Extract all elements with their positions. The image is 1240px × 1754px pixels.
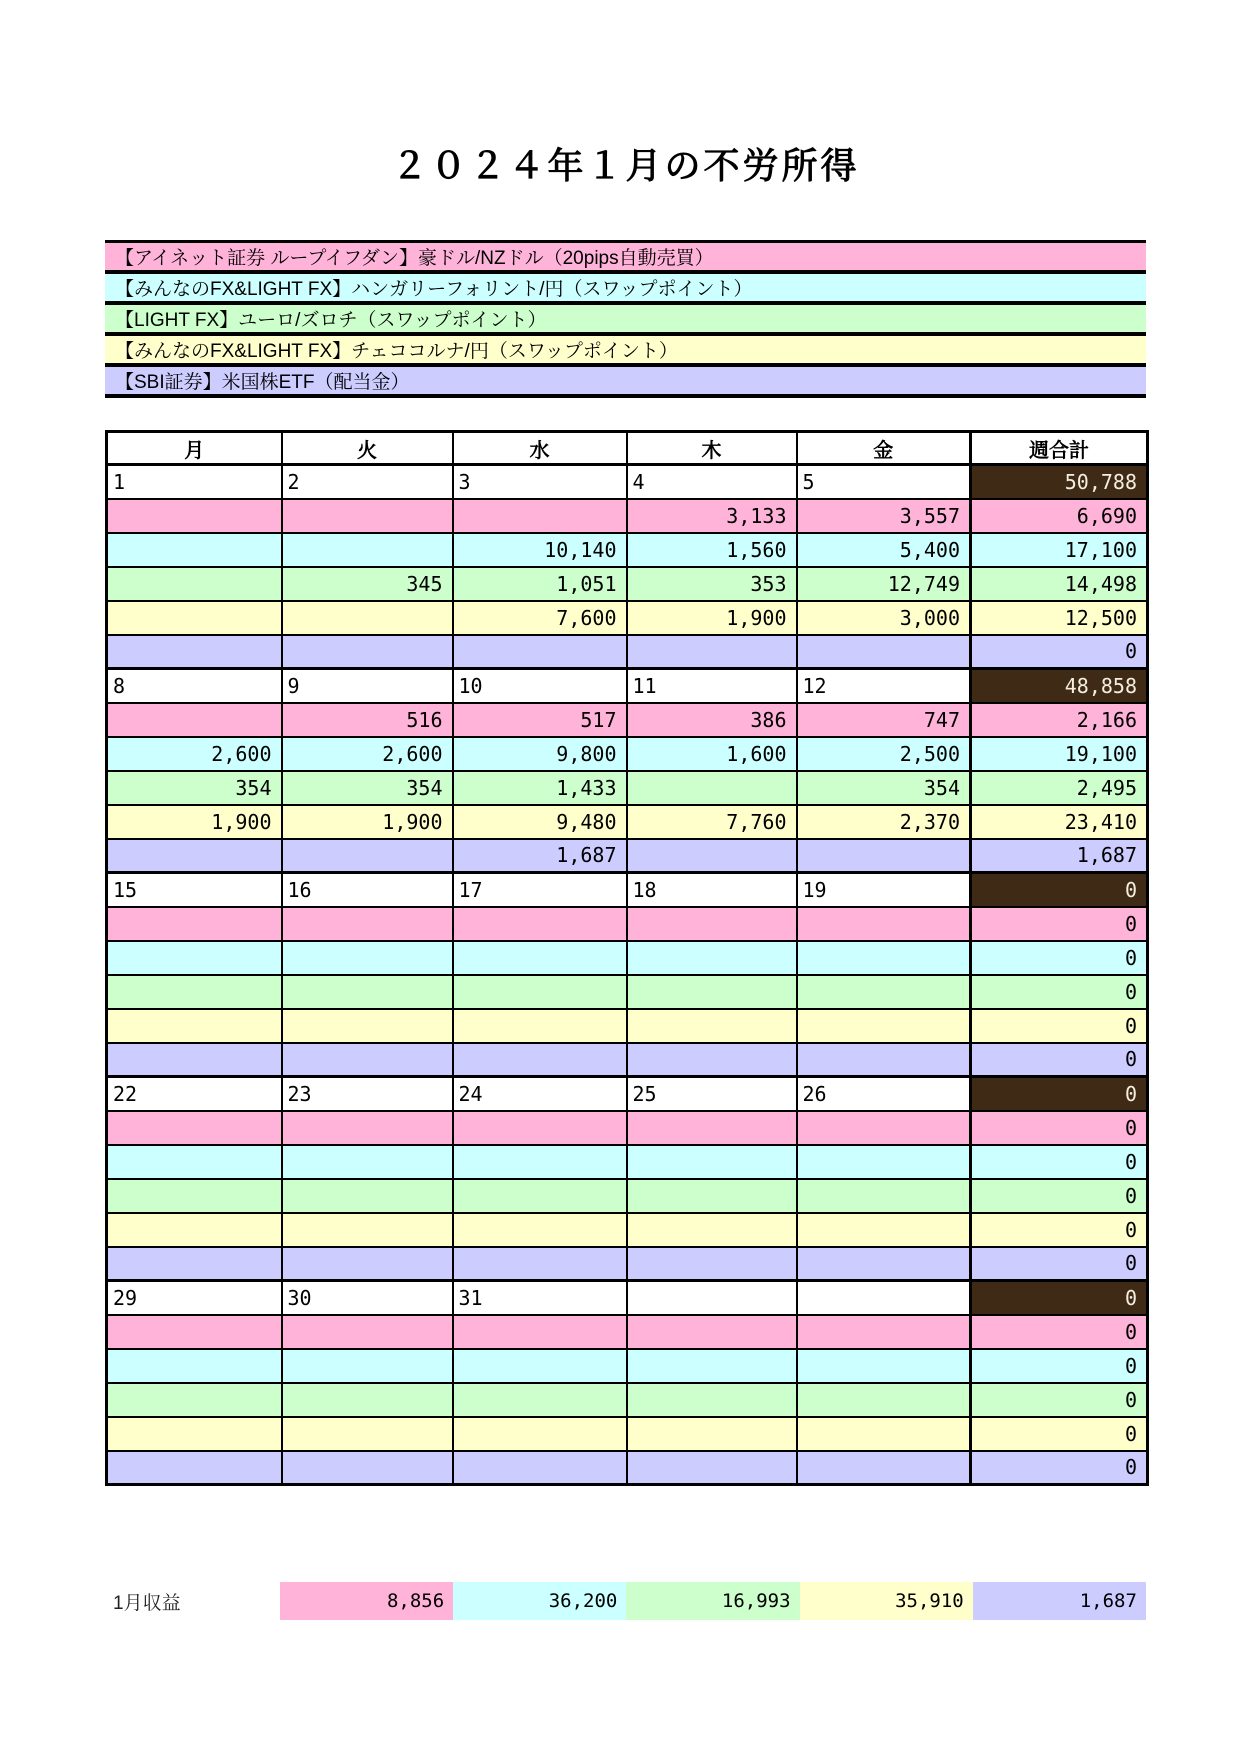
income-value-cell (282, 839, 453, 873)
category-week-total-cell: 23,410 (971, 805, 1148, 839)
day-cell: 24 (453, 1077, 627, 1111)
category-income-row (107, 975, 1148, 1009)
category-income-row (107, 601, 1148, 635)
income-value-cell (282, 1383, 453, 1417)
summary-label: 1月収益 (113, 1592, 181, 1614)
income-value-cell (453, 941, 627, 975)
income-value-cell (627, 1179, 797, 1213)
income-value-cell (107, 567, 282, 601)
category-week-total-cell: 0 (971, 1349, 1148, 1383)
income-value-cell (107, 941, 282, 975)
income-value-cell (107, 533, 282, 567)
income-value-cell (627, 1213, 797, 1247)
income-value-cell (797, 1349, 971, 1383)
category-week-total-cell: 0 (971, 975, 1148, 1009)
summary-us-etf-total: 1,687 (973, 1582, 1146, 1620)
week-total-cell: 0 (971, 1077, 1148, 1111)
income-value-cell (627, 1349, 797, 1383)
category-income-row (107, 1451, 1148, 1485)
income-value-cell (107, 839, 282, 873)
income-value-cell (282, 1349, 453, 1383)
income-value-cell: 1,900 (627, 601, 797, 635)
legend-item-czk-jpy: 【みんなのFX&LIGHT FX】チェココルナ/円（スワップポイント） (105, 336, 1146, 367)
income-calendar-table (105, 430, 1149, 1486)
income-value-cell (797, 975, 971, 1009)
income-value-cell (453, 1179, 627, 1213)
income-value-cell (107, 635, 282, 669)
category-income-row (107, 1349, 1148, 1383)
income-value-cell: 2,370 (797, 805, 971, 839)
income-value-cell (282, 1043, 453, 1077)
income-value-cell (797, 1213, 971, 1247)
monthly-summary-row (105, 1582, 1146, 1620)
income-value-cell: 9,480 (453, 805, 627, 839)
income-value-cell (453, 1417, 627, 1451)
income-value-cell (282, 1009, 453, 1043)
day-cell: 19 (797, 873, 971, 907)
income-value-cell (282, 1315, 453, 1349)
day-cell: 15 (107, 873, 282, 907)
income-value-cell (282, 533, 453, 567)
legend-item-huf-jpy: 【みんなのFX&LIGHT FX】ハンガリーフォリント/円（スワップポイント） (105, 274, 1146, 305)
day-cell: 9 (282, 669, 453, 703)
income-value-cell (453, 907, 627, 941)
category-week-total-cell: 0 (971, 907, 1148, 941)
day-cell: 29 (107, 1281, 282, 1315)
income-value-cell: 1,560 (627, 533, 797, 567)
income-value-cell: 354 (282, 771, 453, 805)
income-value-cell: 1,600 (627, 737, 797, 771)
income-value-cell: 2,600 (107, 737, 282, 771)
income-value-cell: 12,749 (797, 567, 971, 601)
category-week-total-cell: 2,495 (971, 771, 1148, 805)
income-value-cell (453, 1247, 627, 1281)
summary-loop-ifudan-total: 8,856 (280, 1582, 453, 1620)
category-week-total-cell: 0 (971, 1179, 1148, 1213)
category-income-row (107, 1179, 1148, 1213)
category-week-total-cell: 19,100 (971, 737, 1148, 771)
category-income-row (107, 1043, 1148, 1077)
category-income-row (107, 1009, 1148, 1043)
week-total-cell: 50,788 (971, 465, 1148, 499)
category-income-row (107, 1383, 1148, 1417)
day-number-row (107, 1281, 1148, 1315)
income-value-cell: 1,900 (282, 805, 453, 839)
income-value-cell (282, 941, 453, 975)
income-value-cell (282, 975, 453, 1009)
category-week-total-cell: 2,166 (971, 703, 1148, 737)
income-value-cell (453, 1111, 627, 1145)
day-number-row (107, 873, 1148, 907)
income-value-cell: 1,051 (453, 567, 627, 601)
category-week-total-cell: 0 (971, 1213, 1148, 1247)
category-income-row (107, 499, 1148, 533)
income-value-cell (797, 1417, 971, 1451)
day-cell (627, 1281, 797, 1315)
day-cell: 25 (627, 1077, 797, 1111)
income-value-cell (453, 499, 627, 533)
day-cell: 2 (282, 465, 453, 499)
income-value-cell (797, 941, 971, 975)
income-value-cell (107, 1179, 282, 1213)
income-value-cell: 516 (282, 703, 453, 737)
income-value-cell (282, 1247, 453, 1281)
day-cell: 22 (107, 1077, 282, 1111)
category-week-total-cell: 0 (971, 1383, 1148, 1417)
category-income-row (107, 533, 1148, 567)
income-value-cell (282, 1179, 453, 1213)
day-cell: 16 (282, 873, 453, 907)
week-total-cell: 48,858 (971, 669, 1148, 703)
category-income-row (107, 1145, 1148, 1179)
income-value-cell (797, 1111, 971, 1145)
category-income-row (107, 737, 1148, 771)
category-week-total-cell: 0 (971, 1417, 1148, 1451)
header-friday: 金 (797, 432, 971, 465)
income-value-cell: 517 (453, 703, 627, 737)
category-week-total-cell: 12,500 (971, 601, 1148, 635)
income-value-cell: 386 (627, 703, 797, 737)
income-value-cell (797, 1179, 971, 1213)
income-value-cell: 9,800 (453, 737, 627, 771)
day-cell: 30 (282, 1281, 453, 1315)
category-income-row (107, 1247, 1148, 1281)
category-income-row (107, 839, 1148, 873)
income-value-cell (282, 907, 453, 941)
income-value-cell (797, 1315, 971, 1349)
header-week-total: 週合計 (971, 432, 1148, 465)
category-week-total-cell: 17,100 (971, 533, 1148, 567)
day-cell: 1 (107, 465, 282, 499)
income-value-cell: 354 (797, 771, 971, 805)
income-value-cell (107, 1213, 282, 1247)
income-value-cell: 2,600 (282, 737, 453, 771)
category-week-total-cell: 0 (971, 1451, 1148, 1485)
income-value-cell (282, 1145, 453, 1179)
legend (105, 240, 1146, 398)
category-week-total-cell: 0 (971, 1247, 1148, 1281)
day-cell: 12 (797, 669, 971, 703)
income-value-cell (627, 839, 797, 873)
income-value-cell (282, 635, 453, 669)
income-value-cell (282, 1111, 453, 1145)
category-income-row (107, 1417, 1148, 1451)
income-value-cell (627, 1043, 797, 1077)
income-value-cell (797, 839, 971, 873)
income-value-cell (107, 1247, 282, 1281)
legend-item-loop-ifudan: 【アイネット証券 ループイフダン】豪ドル/NZドル（20pips自動売買） (105, 243, 1146, 274)
category-week-total-cell: 0 (971, 941, 1148, 975)
income-value-cell (627, 941, 797, 975)
income-value-cell: 1,900 (107, 805, 282, 839)
category-income-row (107, 805, 1148, 839)
weekday-header-row (107, 432, 1148, 465)
income-value-cell: 3,000 (797, 601, 971, 635)
legend-item-eur-pln: 【LIGHT FX】ユーロ/ズロチ（スワップポイント） (105, 305, 1146, 336)
income-value-cell: 345 (282, 567, 453, 601)
income-value-cell (107, 1349, 282, 1383)
income-value-cell (107, 1009, 282, 1043)
day-number-row (107, 465, 1148, 499)
income-value-cell (107, 1145, 282, 1179)
income-value-cell (797, 907, 971, 941)
income-value-cell (107, 975, 282, 1009)
category-week-total-cell: 0 (971, 1315, 1148, 1349)
income-value-cell (282, 601, 453, 635)
income-value-cell (627, 1417, 797, 1451)
income-value-cell (797, 1145, 971, 1179)
income-value-cell (282, 1451, 453, 1485)
category-income-row (107, 703, 1148, 737)
income-value-cell (627, 1111, 797, 1145)
day-cell: 31 (453, 1281, 627, 1315)
summary-czk-jpy-total: 35,910 (800, 1582, 973, 1620)
header-thursday: 木 (627, 432, 797, 465)
income-value-cell (627, 1451, 797, 1485)
income-value-cell (453, 1451, 627, 1485)
day-cell: 18 (627, 873, 797, 907)
income-value-cell (453, 1383, 627, 1417)
income-value-cell (453, 975, 627, 1009)
income-value-cell (797, 1009, 971, 1043)
income-value-cell: 2,500 (797, 737, 971, 771)
income-value-cell (797, 635, 971, 669)
category-income-row (107, 907, 1148, 941)
income-value-cell: 7,600 (453, 601, 627, 635)
income-value-cell (107, 601, 282, 635)
week-total-cell: 0 (971, 873, 1148, 907)
income-value-cell (797, 1043, 971, 1077)
category-income-row (107, 1213, 1148, 1247)
summary-eur-pln-total: 16,993 (626, 1582, 799, 1620)
income-value-cell (453, 1145, 627, 1179)
income-value-cell (797, 1383, 971, 1417)
day-number-row (107, 1077, 1148, 1111)
page-title: ２０２４年１月の不労所得 (391, 145, 860, 186)
income-value-cell (627, 771, 797, 805)
day-cell: 17 (453, 873, 627, 907)
income-value-cell (107, 1451, 282, 1485)
income-value-cell (107, 1417, 282, 1451)
day-cell: 8 (107, 669, 282, 703)
income-value-cell (107, 1043, 282, 1077)
income-value-cell (282, 1213, 453, 1247)
category-week-total-cell: 1,687 (971, 839, 1148, 873)
income-value-cell (627, 1247, 797, 1281)
income-value-cell: 10,140 (453, 533, 627, 567)
header-wednesday: 水 (453, 432, 627, 465)
category-income-row (107, 567, 1148, 601)
income-value-cell (107, 703, 282, 737)
income-value-cell: 1,687 (453, 839, 627, 873)
category-week-total-cell: 0 (971, 1145, 1148, 1179)
category-week-total-cell: 0 (971, 1043, 1148, 1077)
income-value-cell (627, 635, 797, 669)
category-week-total-cell: 14,498 (971, 567, 1148, 601)
income-value-cell (627, 1315, 797, 1349)
income-value-cell (107, 499, 282, 533)
day-cell: 5 (797, 465, 971, 499)
income-value-cell: 1,433 (453, 771, 627, 805)
income-value-cell (627, 1145, 797, 1179)
income-value-cell (453, 1043, 627, 1077)
category-income-row (107, 1315, 1148, 1349)
day-cell: 3 (453, 465, 627, 499)
income-value-cell (627, 907, 797, 941)
category-income-row (107, 635, 1148, 669)
income-value-cell: 7,760 (627, 805, 797, 839)
income-value-cell (282, 499, 453, 533)
day-cell: 11 (627, 669, 797, 703)
income-value-cell (627, 1383, 797, 1417)
category-income-row (107, 771, 1148, 805)
income-value-cell (107, 907, 282, 941)
income-value-cell: 5,400 (797, 533, 971, 567)
income-value-cell: 3,133 (627, 499, 797, 533)
week-total-cell: 0 (971, 1281, 1148, 1315)
income-value-cell (797, 1247, 971, 1281)
income-value-cell: 353 (627, 567, 797, 601)
category-week-total-cell: 0 (971, 1009, 1148, 1043)
legend-item-us-etf: 【SBI証券】米国株ETF（配当金） (105, 367, 1146, 398)
income-value-cell (453, 1213, 627, 1247)
category-income-row (107, 1111, 1148, 1145)
income-value-cell (453, 1349, 627, 1383)
day-cell: 26 (797, 1077, 971, 1111)
category-week-total-cell: 6,690 (971, 499, 1148, 533)
income-value-cell: 354 (107, 771, 282, 805)
day-cell: 23 (282, 1077, 453, 1111)
category-week-total-cell: 0 (971, 1111, 1148, 1145)
income-value-cell (453, 635, 627, 669)
income-value-cell: 3,557 (797, 499, 971, 533)
header-tuesday: 火 (282, 432, 453, 465)
income-value-cell (797, 1451, 971, 1485)
day-cell (797, 1281, 971, 1315)
income-value-cell (107, 1383, 282, 1417)
day-cell: 10 (453, 669, 627, 703)
day-number-row (107, 669, 1148, 703)
day-cell: 4 (627, 465, 797, 499)
income-value-cell (282, 1417, 453, 1451)
income-value-cell (627, 1009, 797, 1043)
summary-huf-jpy-total: 36,200 (453, 1582, 626, 1620)
income-value-cell (107, 1315, 282, 1349)
income-value-cell (453, 1315, 627, 1349)
income-value-cell (107, 1111, 282, 1145)
income-value-cell (453, 1009, 627, 1043)
income-value-cell: 747 (797, 703, 971, 737)
category-income-row (107, 941, 1148, 975)
category-week-total-cell: 0 (971, 635, 1148, 669)
income-value-cell (627, 975, 797, 1009)
header-monday: 月 (107, 432, 282, 465)
